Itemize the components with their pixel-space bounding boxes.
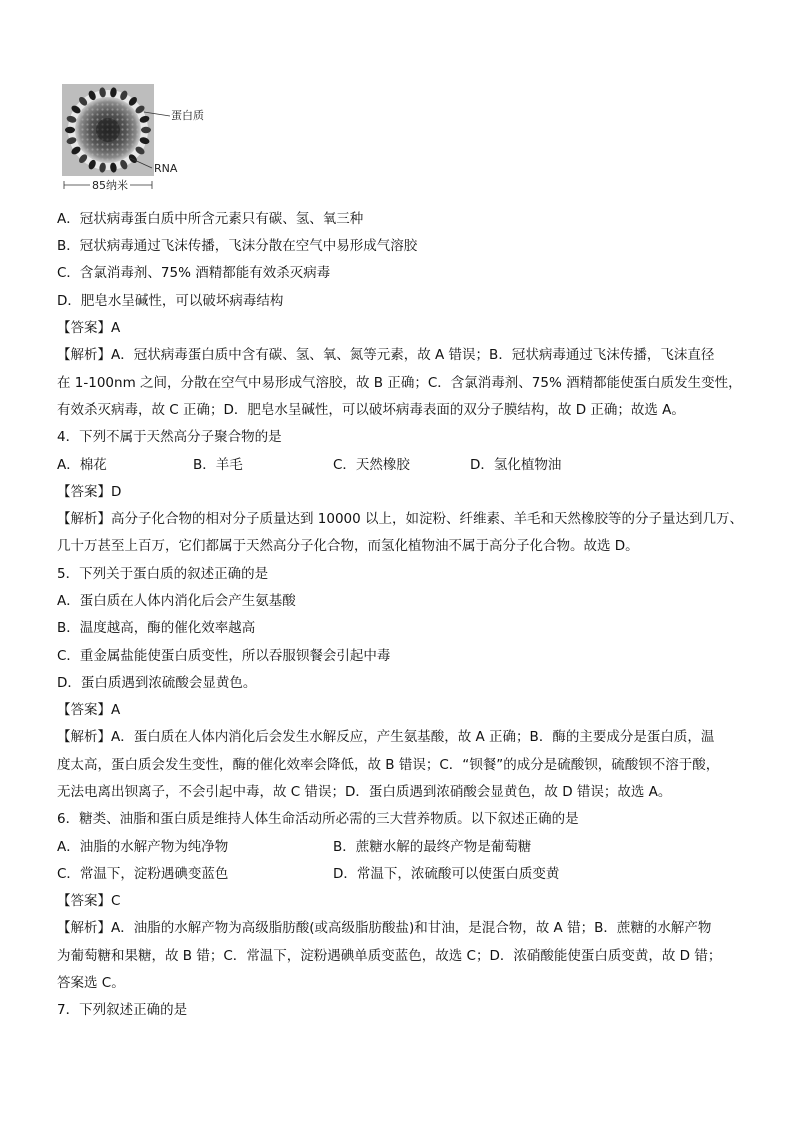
virus-figure xyxy=(60,82,260,194)
q6-option-d: D．常温下，浓硫酸可以使蛋白质变黄 xyxy=(333,866,560,882)
q4-analysis-line-2: 几十万甚至上百万，它们都属于天然高分子化合物，而氢化植物油不属于高分子化合物。故选 D。 xyxy=(57,538,639,554)
label-scale: 85纳米 xyxy=(92,179,128,192)
virus-diagram xyxy=(60,82,260,194)
label-protein: 蛋白质 xyxy=(171,109,204,122)
q3-option-c: C．含氯消毒剂、75% 酒精都能有效杀灭病毒 xyxy=(57,265,331,281)
q6-stem: 6．糖类、油脂和蛋白质是维持人体生命活动所必需的三大营养物质。以下叙述正确的是 xyxy=(57,811,579,827)
q6-answer: 【答案】C xyxy=(57,893,121,909)
q4-answer: 【答案】D xyxy=(57,484,122,500)
spike-protein xyxy=(141,127,151,133)
q3-option-b: B．冠状病毒通过飞沫传播，飞沫分散在空气中易形成气溶胶 xyxy=(57,238,418,254)
q6-option-c: C．常温下，淀粉遇碘变蓝色 xyxy=(57,866,229,882)
q6-analysis-line-2: 为葡萄糖和果糖，故 B 错；C．常温下，淀粉遇碘单质变蓝色，故选 C；D．浓硝酸能使蛋白质变黄，故 D 错； xyxy=(57,948,722,964)
q5-analysis-line-2: 度太高，蛋白质会发生变性，酶的催化效率会降低，故 B 错误；C．“钡餐”的成分是硫酸钡，硫酸钡不溶于酸， xyxy=(57,757,720,773)
q4-stem: 4．下列不属于天然高分子聚合物的是 xyxy=(57,429,282,445)
q3-analysis-line-3: 有效杀灭病毒，故 C 正确；D．肥皂水呈碱性，可以破坏病毒表面的双分子膜结构，故 D 正确；故选 A。 xyxy=(57,402,685,418)
q4-analysis-line-1: 【解析】高分子化合物的相对分子质量达到 10000 以上，如淀粉、纤维素、羊毛和天然橡胶等的分子量达到几万、 xyxy=(57,511,744,527)
q4-option-c: C．天然橡胶 xyxy=(333,457,410,473)
q6-option-b: B．蔗糖水解的最终产物是葡萄糖 xyxy=(333,839,532,855)
q3-option-a: A．冠状病毒蛋白质中所含元素只有碳、氢、氧三种 xyxy=(57,211,364,227)
q5-option-d: D．蛋白质遇到浓硫酸会显黄色。 xyxy=(57,675,257,691)
q5-option-c: C．重金属盐能使蛋白质变性，所以吞服钡餐会引起中毒 xyxy=(57,648,391,664)
q5-option-b: B．温度越高，酶的催化效率越高 xyxy=(57,620,256,636)
q5-analysis-line-3: 无法电离出钡离子，不会引起中毒，故 C 错误；D．蛋白质遇到浓硝酸会显黄色，故 D 错误；故选 A。 xyxy=(57,784,672,800)
q5-stem: 5．下列关于蛋白质的叙述正确的是 xyxy=(57,566,269,582)
q4-option-a: A．棉花 xyxy=(57,457,107,473)
q5-analysis-line-1: 【解析】A．蛋白质在人体内消化后会发生水解反应，产生氨基酸，故 A 正确；B．酶的主要成分是蛋白质，温 xyxy=(57,729,715,745)
spike-protein xyxy=(65,127,75,133)
q6-option-a: A．油脂的水解产物为纯净物 xyxy=(57,839,229,855)
q3-analysis-line-1: 【解析】A．冠状病毒蛋白质中含有碳、氢、氧、氮等元素，故 A 错误；B．冠状病毒通过飞沫传播，飞沫直径 xyxy=(57,347,715,363)
q4-option-b: B．羊毛 xyxy=(193,457,243,473)
q3-option-d: D．肥皂水呈碱性，可以破坏病毒结构 xyxy=(57,293,284,309)
q3-answer: 【答案】A xyxy=(57,320,121,336)
label-rna: RNA xyxy=(154,162,178,175)
q7-stem: 7．下列叙述正确的是 xyxy=(57,1002,188,1018)
q4-option-d: D．氢化植物油 xyxy=(470,457,562,473)
q5-option-a: A．蛋白质在人体内消化后会产生氨基酸 xyxy=(57,593,296,609)
q3-analysis-line-2: 在 1-100nm 之间，分散在空气中易形成气溶胶，故 B 正确；C．含氯消毒剂、75% 酒精都能使蛋白质发生变性， xyxy=(57,375,742,391)
q5-answer: 【答案】A xyxy=(57,702,121,718)
q6-analysis-line-1: 【解析】A．油脂的水解产物为高级脂肪酸(或高级脂肪酸盐)和甘油，是混合物，故 A 错；B．蔗糖的水解产物 xyxy=(57,920,712,936)
q6-analysis-line-3: 答案选 C。 xyxy=(57,975,125,991)
